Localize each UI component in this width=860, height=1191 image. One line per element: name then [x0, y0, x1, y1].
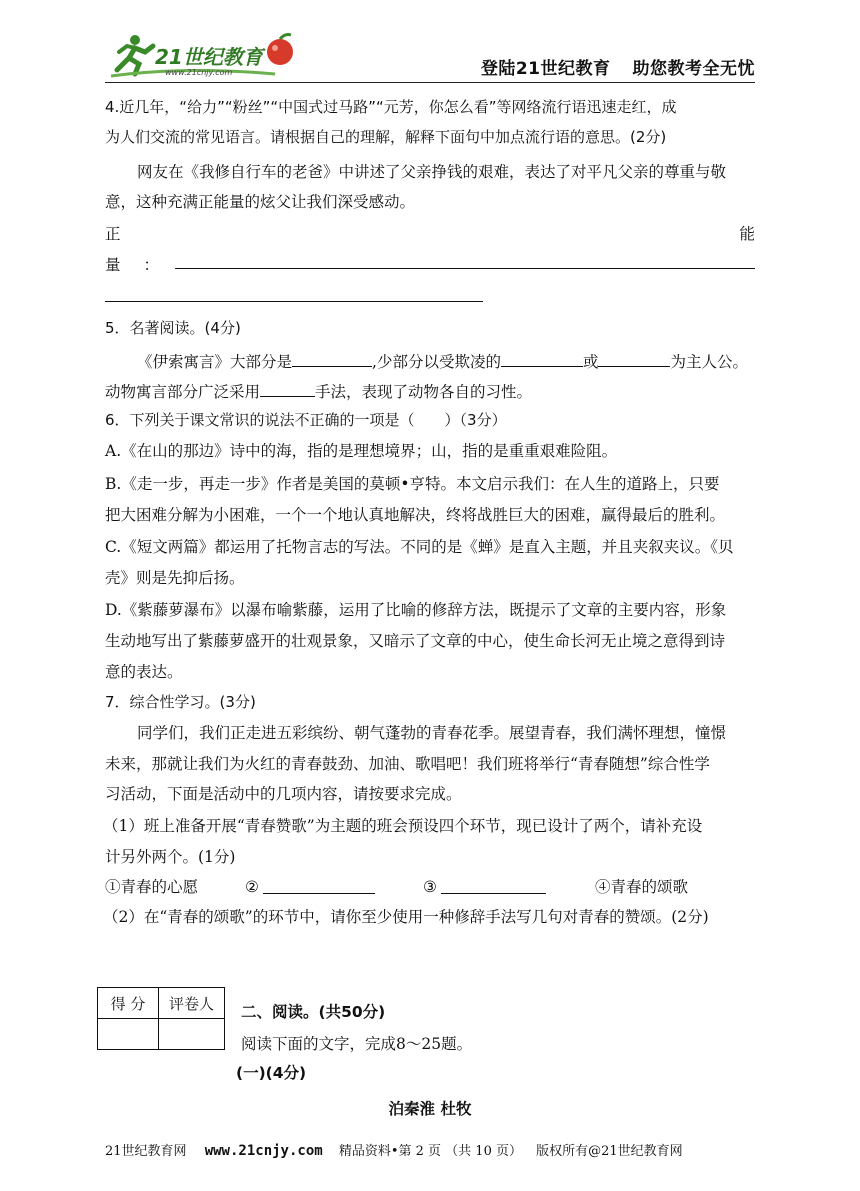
q6-option-b-line1[interactable]: B.《走一步，再走一步》作者是美国的莫顿•亨特。本文启示我们：在人生的道路上，只要	[105, 475, 720, 493]
slogan-left: 登陆21世纪教育	[480, 59, 611, 79]
q4-passage-line2: 意，这种充满正能量的炫父让我们深受感动。	[105, 193, 416, 211]
q7-item-4: ④青春的颂歌	[595, 878, 689, 896]
logo-text: 21世纪教育	[155, 45, 263, 69]
q5-text-c: 或	[582, 353, 599, 371]
section2-title: 二、阅读。(共50分)	[241, 1003, 386, 1021]
q7-sub2: （2）在“青春的颂歌”的环节中，请你至少使用一种修辞手法写几句对青春的赞颂。(2分)	[103, 908, 709, 926]
q6-option-c-line2: 壳》则是先抑后扬。	[105, 569, 245, 587]
q5-blank-2[interactable]	[501, 350, 583, 367]
q7-title: 7．综合性学习。(3分)	[105, 693, 256, 711]
section2-part1: (一)(4分)	[236, 1064, 307, 1082]
q7-sub1-line2: 计另外两个。(1分)	[105, 848, 236, 866]
q6-option-b-line2: 把大困难分解为小困难，一个一个地认真地解决，终将战胜巨大的困难，赢得最后的胜利。	[105, 506, 726, 524]
q4-passage-line1: 网友在《我修自行车的老爸》中讲述了父亲挣钱的艰难，表达了对平凡父亲的尊重与敬	[137, 163, 727, 181]
q4-prompt-line1: 4.近几年，“给力”“粉丝”“中国式过马路”“元芳，你怎么看”等网络流行语迅速走红，成	[105, 98, 677, 116]
q7-para-line3: 习活动，下面是活动中的几项内容，请按要求完成。	[105, 785, 462, 803]
score-box-score-label: 得 分	[98, 988, 159, 1019]
q4-term-char-liang: 量	[105, 256, 121, 274]
slogan-right: 助您教考全无忧	[632, 59, 755, 79]
score-box-grader-label: 评卷人	[159, 988, 225, 1019]
q6-option-d-line1[interactable]: D.《紫藤萝瀑布》以瀑布喻紫藤，运用了比喻的修辞方法，既提示了文章的主要内容，形象	[105, 601, 727, 619]
q5-blank-4[interactable]	[260, 380, 315, 397]
page-footer	[105, 1140, 755, 1159]
svg-text:www.21cnjy.com: www.21cnjy.com	[165, 68, 233, 77]
poem-title: 泊秦淮 杜牧	[388, 1100, 472, 1118]
q4-colon: ：	[143, 256, 159, 274]
site-logo[interactable]	[105, 30, 315, 80]
footer-url[interactable]: www.21cnjy.com	[204, 1143, 323, 1159]
q7-para-line2: 未来，那就让我们为火红的青春鼓劲、加油、歌唱吧！我们班将举行“青春随想”综合性学	[105, 755, 710, 773]
q5-text-a: 《伊索寓言》大部分是	[137, 353, 293, 371]
q7-item-3-blank[interactable]	[441, 877, 546, 894]
footer-copyright: 版权所有@21世纪教育网	[536, 1144, 683, 1159]
q6-title: 6．下列关于课文常识的说法不正确的一项是（ ）（3分）	[105, 411, 507, 429]
q5-blank-3[interactable]	[598, 350, 670, 367]
q7-item-2-blank[interactable]	[263, 877, 375, 894]
q5-blank-1[interactable]	[292, 350, 372, 367]
q6-option-d-line2: 生动地写出了紫藤萝盛开的壮观景象，又暗示了文章的中心，使生命长河无止境之意得到诗	[105, 632, 726, 650]
q4-answer-row	[105, 255, 755, 275]
q7-item-3: ③	[423, 878, 437, 896]
footer-site-name: 21世纪教育网	[105, 1144, 187, 1159]
q7-item-2: ②	[245, 878, 259, 896]
q4-term-row	[105, 224, 755, 244]
q6-option-a[interactable]: A.《在山的那边》诗中的海，指的是理想境界；山，指的是重重艰难险阻。	[105, 442, 618, 460]
footer-page-info: 精品资料•第 2 页 （共 10 页）	[338, 1144, 522, 1159]
q4-answer-blank-2[interactable]	[105, 301, 483, 302]
q6-option-d-line3: 意的表达。	[105, 663, 183, 681]
q4-prompt-line2: 为人们交流的常见语言。请根据自己的理解，解释下面句中加点流行语的意思。(2分)	[105, 128, 667, 146]
q5-line2	[105, 380, 755, 402]
q5-text-d: 为主人公。	[670, 353, 748, 371]
q5-text-f: 手法，表现了动物各自的习性。	[315, 383, 533, 401]
q5-title: 5．名著阅读。(4分)	[105, 319, 241, 337]
q7-sub1-line1: （1）班上准备开展“青春赞歌”为主题的班会预设四个环节，现已设计了两个，请补充设	[103, 817, 703, 835]
score-box-grader-cell[interactable]	[159, 1019, 225, 1050]
q4-term-char-neng: 能	[739, 225, 755, 243]
section2-instruction: 阅读下面的文字，完成8～25题。	[241, 1035, 473, 1053]
header-slogan	[481, 54, 755, 79]
score-box	[97, 987, 225, 1050]
page-header	[105, 30, 755, 82]
q6-option-c-line1[interactable]: C.《短文两篇》都运用了托物言志的写法。不同的是《蝉》是直入主题，并且夹叙夹议。《贝	[105, 538, 734, 556]
q4-term-char-zheng: 正	[105, 225, 121, 243]
q5-line1	[137, 350, 755, 372]
header-divider	[105, 82, 755, 83]
logo-graphic	[105, 30, 315, 80]
q7-item-1: ①青春的心愿	[105, 878, 199, 896]
q4-answer-blank-1[interactable]	[175, 268, 755, 269]
q7-para-line1: 同学们，我们正走进五彩缤纷、朝气蓬勃的青春花季。展望青春，我们满怀理想，憧憬	[137, 724, 727, 742]
score-box-score-cell[interactable]	[98, 1019, 159, 1050]
q5-text-b: ,少部分以受欺凌的	[372, 353, 501, 371]
q5-text-e: 动物寓言部分广泛采用	[105, 383, 261, 401]
